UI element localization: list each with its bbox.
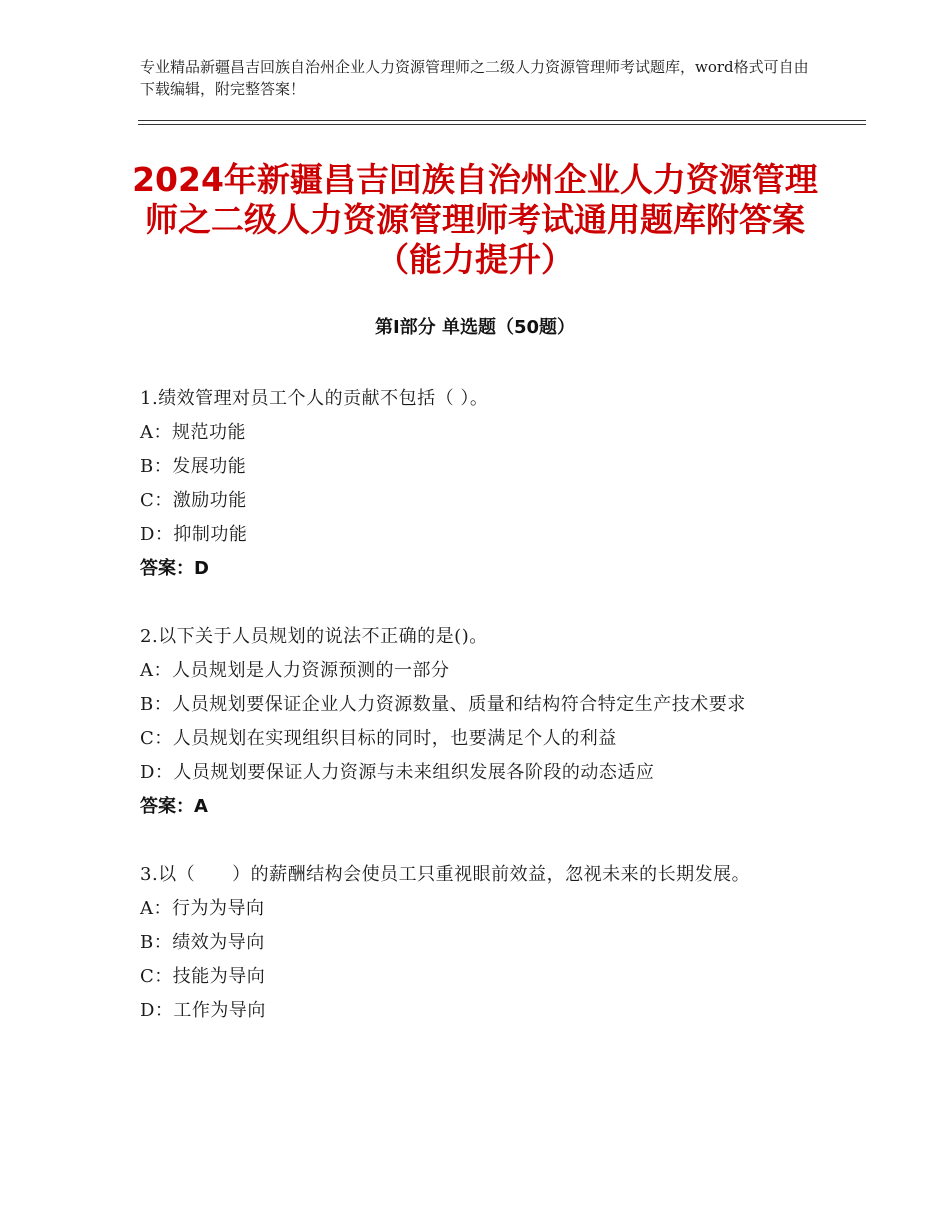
option-d: D：工作为导向 [140,1000,266,1021]
answer-line [140,552,820,586]
option-b: B：人员规划要保证企业人力资源数量、质量和结构符合特定生产技术要求 [140,694,746,715]
document-title: 2024年新疆昌吉回族自治州企业人力资源管理师之二级人力资源管理师考试通用题库附答案（能力提升） [132,160,818,279]
answer-line [140,790,820,824]
section-title: 第Ⅰ部分 单选题（50题） [374,317,575,338]
option-a: A：规范功能 [140,422,246,443]
header-note: 专业精品新疆昌吉回族自治州企业人力资源管理师之二级人力资源管理师考试题库，word格式可自由下载编辑，附完整答案！ [140,58,809,98]
option-d: D：抑制功能 [140,524,248,545]
answer-value: D [194,558,209,579]
option-a: A：行为为导向 [140,898,265,919]
question-2 [140,620,820,824]
question-list [140,382,820,1062]
question-1 [140,382,820,586]
header-divider-secondary [138,124,866,125]
question-stem: 1.绩效管理对员工个人的贡献不包括（ ）。 [140,388,489,409]
question-3 [140,858,820,1028]
option-b: B：发展功能 [140,456,247,477]
option-a: A：人员规划是人力资源预测的一部分 [140,660,450,681]
header-divider [138,120,866,121]
option-c: C：人员规划在实现组织目标的同时，也要满足个人的利益 [140,728,617,749]
answer-label: 答案： [140,796,194,817]
question-stem: 3.以（ ）的薪酬结构会使员工只重视眼前效益，忽视未来的长期发展。 [140,864,751,885]
option-c: C：技能为导向 [140,966,266,987]
answer-value: A [194,796,208,817]
option-b: B：绩效为导向 [140,932,265,953]
option-d: D：人员规划要保证人力资源与未来组织发展各阶段的动态适应 [140,762,655,783]
answer-label: 答案： [140,558,194,579]
question-stem: 2.以下关于人员规划的说法不正确的是()。 [140,626,488,647]
option-c: C：激励功能 [140,490,247,511]
